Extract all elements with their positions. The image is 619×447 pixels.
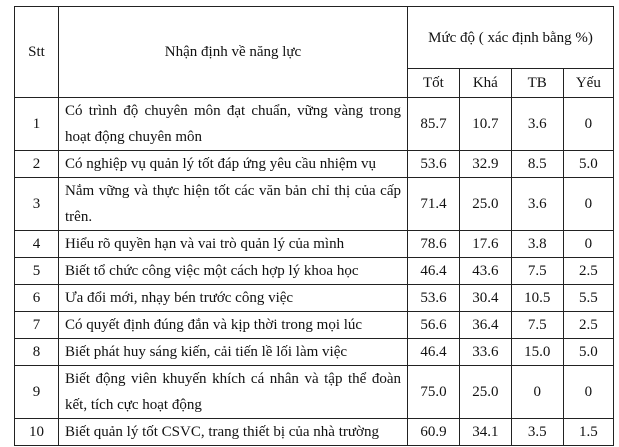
row-value-average: 3.6 (511, 98, 563, 151)
table-row (15, 258, 614, 285)
row-value-fair: 34.1 (459, 419, 511, 446)
row-stt: 9 (15, 366, 59, 419)
row-description: Ưa đổi mới, nhạy bén trước công việc (59, 285, 408, 312)
row-description: Có nghiệp vụ quản lý tốt đáp ứng yêu cầu nhiệm vụ (59, 151, 408, 178)
row-value-good: 46.4 (408, 258, 460, 285)
header-level-group: Mức độ ( xác định bằng %) (408, 7, 614, 69)
row-value-fair: 25.0 (459, 178, 511, 231)
table-row (15, 98, 614, 151)
row-value-fair: 10.7 (459, 98, 511, 151)
row-value-fair: 43.6 (459, 258, 511, 285)
row-value-average: 3.8 (511, 231, 563, 258)
row-description: Biết động viên khuyến khích cá nhân và tập thể đoàn kết, tích cực hoạt động (59, 366, 408, 419)
table-row (15, 285, 614, 312)
row-value-average: 7.5 (511, 258, 563, 285)
row-value-good: 46.4 (408, 339, 460, 366)
row-description: Nắm vững và thực hiện tốt các văn bản chỉ thị của cấp trên. (59, 178, 408, 231)
row-value-weak: 5.5 (563, 285, 613, 312)
row-description: Biết quản lý tốt CSVC, trang thiết bị của nhà trường (59, 419, 408, 446)
row-stt: 5 (15, 258, 59, 285)
row-value-fair: 25.0 (459, 366, 511, 419)
header-level-average: TB (511, 69, 563, 98)
row-stt: 10 (15, 419, 59, 446)
row-value-average: 7.5 (511, 312, 563, 339)
header-description: Nhận định về năng lực (59, 7, 408, 98)
row-value-weak: 2.5 (563, 312, 613, 339)
table-row (15, 151, 614, 178)
row-stt: 6 (15, 285, 59, 312)
table-row (15, 339, 614, 366)
row-stt: 2 (15, 151, 59, 178)
row-description: Có trình độ chuyên môn đạt chuẩn, vững vàng trong hoạt động chuyên môn (59, 98, 408, 151)
table-row (15, 366, 614, 419)
row-value-weak: 0 (563, 98, 613, 151)
row-description: Hiểu rõ quyền hạn và vai trò quản lý của mình (59, 231, 408, 258)
row-stt: 7 (15, 312, 59, 339)
row-value-good: 60.9 (408, 419, 460, 446)
row-stt: 3 (15, 178, 59, 231)
row-value-good: 75.0 (408, 366, 460, 419)
header-level-weak: Yếu (563, 69, 613, 98)
row-value-average: 0 (511, 366, 563, 419)
table-row (15, 312, 614, 339)
row-description: Có quyết định đúng đắn và kịp thời trong mọi lúc (59, 312, 408, 339)
row-value-fair: 36.4 (459, 312, 511, 339)
row-value-fair: 33.6 (459, 339, 511, 366)
row-value-average: 10.5 (511, 285, 563, 312)
row-value-average: 3.6 (511, 178, 563, 231)
row-value-average: 8.5 (511, 151, 563, 178)
row-value-weak: 0 (563, 231, 613, 258)
row-stt: 4 (15, 231, 59, 258)
row-value-good: 85.7 (408, 98, 460, 151)
row-value-fair: 17.6 (459, 231, 511, 258)
table-row (15, 178, 614, 231)
competency-assessment-table (14, 6, 614, 446)
row-value-average: 15.0 (511, 339, 563, 366)
row-stt: 1 (15, 98, 59, 151)
row-value-weak: 1.5 (563, 419, 613, 446)
row-value-average: 3.5 (511, 419, 563, 446)
row-value-weak: 5.0 (563, 151, 613, 178)
row-value-good: 56.6 (408, 312, 460, 339)
row-description: Biết phát huy sáng kiến, cải tiến lề lối làm việc (59, 339, 408, 366)
header-level-good: Tốt (408, 69, 460, 98)
row-value-fair: 32.9 (459, 151, 511, 178)
row-value-weak: 2.5 (563, 258, 613, 285)
row-value-good: 53.6 (408, 151, 460, 178)
table-row (15, 419, 614, 446)
row-stt: 8 (15, 339, 59, 366)
row-value-good: 71.4 (408, 178, 460, 231)
row-value-weak: 0 (563, 366, 613, 419)
table-row (15, 231, 614, 258)
row-value-weak: 0 (563, 178, 613, 231)
header-level-fair: Khá (459, 69, 511, 98)
row-value-weak: 5.0 (563, 339, 613, 366)
row-value-good: 53.6 (408, 285, 460, 312)
row-value-fair: 30.4 (459, 285, 511, 312)
row-value-good: 78.6 (408, 231, 460, 258)
row-description: Biết tổ chức công việc một cách hợp lý khoa học (59, 258, 408, 285)
header-stt: Stt (15, 7, 59, 98)
